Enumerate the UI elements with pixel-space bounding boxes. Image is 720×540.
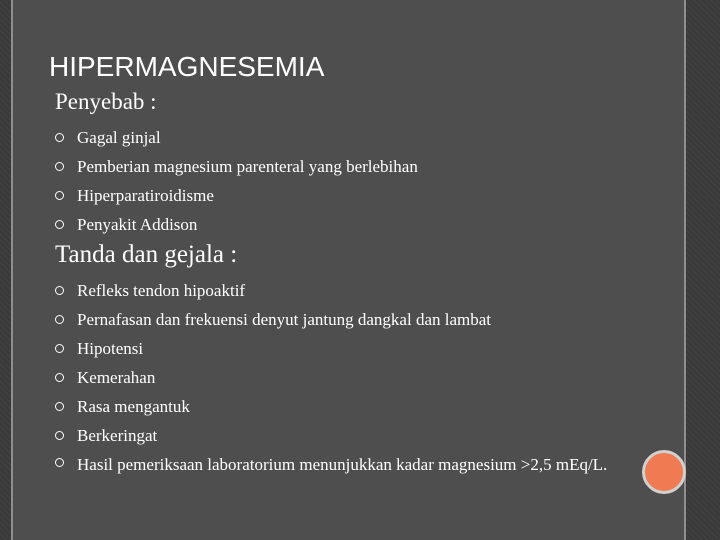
orange-circle-icon: [642, 450, 686, 494]
bullet-circle-icon: [55, 402, 64, 411]
list-item-text: Pernafasan dan frekuensi denyut jantung dangkal dan lambat: [77, 310, 492, 329]
bullet-circle-icon: [55, 133, 64, 142]
list-item-text: Pemberian magnesium parenteral yang berlebihan: [77, 157, 418, 176]
list-item-text: Hasil pemeriksaan laboratorium menunjukkan kadar magnesium >2,5 mEq/L.: [77, 455, 608, 474]
list-item: [55, 421, 655, 450]
slide-title: HIPERMAGNESEMIA: [49, 51, 325, 82]
list-item-text: Gagal ginjal: [77, 128, 161, 147]
list-item-text: Hiperparatiroidisme: [77, 186, 214, 205]
causes-section: [55, 88, 655, 239]
bullet-circle-icon: [55, 431, 64, 440]
list-item: [55, 305, 655, 334]
list-item-text: Refleks tendon hipoaktif: [77, 281, 246, 300]
list-item-text: Hipotensi: [77, 339, 144, 358]
list-item: [55, 152, 655, 181]
list-item: [55, 450, 647, 477]
bullet-circle-icon: [55, 220, 64, 229]
bullet-circle-icon: [55, 315, 64, 324]
bullet-circle-icon: [55, 344, 64, 353]
symptoms-list: [55, 276, 655, 477]
list-item: [55, 210, 655, 239]
list-item-text: Berkeringat: [77, 426, 158, 445]
causes-list: [55, 123, 655, 239]
list-item: [55, 276, 655, 305]
list-item-text: Penyakit Addison: [77, 215, 198, 234]
list-item: [55, 363, 655, 392]
bullet-circle-icon: [55, 191, 64, 200]
causes-heading: Penyebab :: [55, 89, 157, 114]
bullet-circle-icon: [55, 162, 64, 171]
list-item-text: Rasa mengantuk: [77, 397, 190, 416]
list-item: [55, 123, 655, 152]
slide-panel: [11, 0, 686, 540]
symptoms-heading: Tanda dan gejala :: [55, 241, 238, 268]
symptoms-section: [55, 240, 655, 477]
list-item: [55, 181, 655, 210]
bullet-circle-icon: [55, 373, 64, 382]
bullet-circle-icon: [55, 286, 64, 295]
list-item: [55, 334, 655, 363]
bullet-circle-icon: [55, 458, 64, 467]
list-item-text: Kemerahan: [77, 368, 156, 387]
list-item: [55, 392, 655, 421]
